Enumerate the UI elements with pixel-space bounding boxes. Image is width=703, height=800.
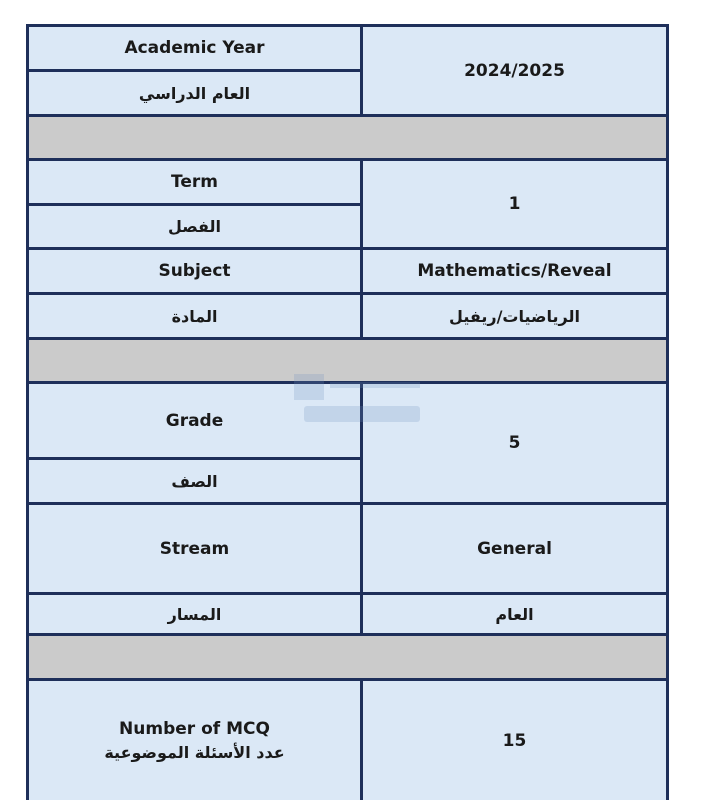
- section-separator: [29, 636, 666, 678]
- term-value: 1: [363, 161, 666, 247]
- term-label-en: Term: [29, 161, 360, 203]
- stream-value-ar: العام: [363, 595, 666, 633]
- mcq-value: 15: [363, 681, 666, 800]
- grade-value: 5: [363, 384, 666, 502]
- subject-label-ar: المادة: [29, 295, 360, 337]
- stream-value-en: General: [363, 505, 666, 592]
- academic-year-label-en: Academic Year: [29, 27, 360, 69]
- info-table: [26, 24, 669, 800]
- subject-label-en: Subject: [29, 250, 360, 292]
- term-label-ar: الفصل: [29, 206, 360, 247]
- mcq-label-ar: عدد الأسئلة الموضوعية: [104, 743, 285, 762]
- grade-label-ar: الصف: [29, 460, 360, 502]
- academic-year-value: 2024/2025: [363, 27, 666, 114]
- grade-label-en: Grade: [29, 384, 360, 457]
- section-separator: [29, 117, 666, 158]
- mcq-label-en: Number of MCQ: [119, 719, 270, 739]
- subject-value-ar: الرياضيات/ريفيل: [363, 295, 666, 337]
- section-separator: [29, 340, 666, 381]
- stream-label-ar: المسار: [29, 595, 360, 633]
- stream-label-en: Stream: [29, 505, 360, 592]
- subject-value-en: Mathematics/Reveal: [363, 250, 666, 292]
- academic-year-label-ar: العام الدراسي: [29, 72, 360, 114]
- mcq-label-cell: [29, 681, 360, 800]
